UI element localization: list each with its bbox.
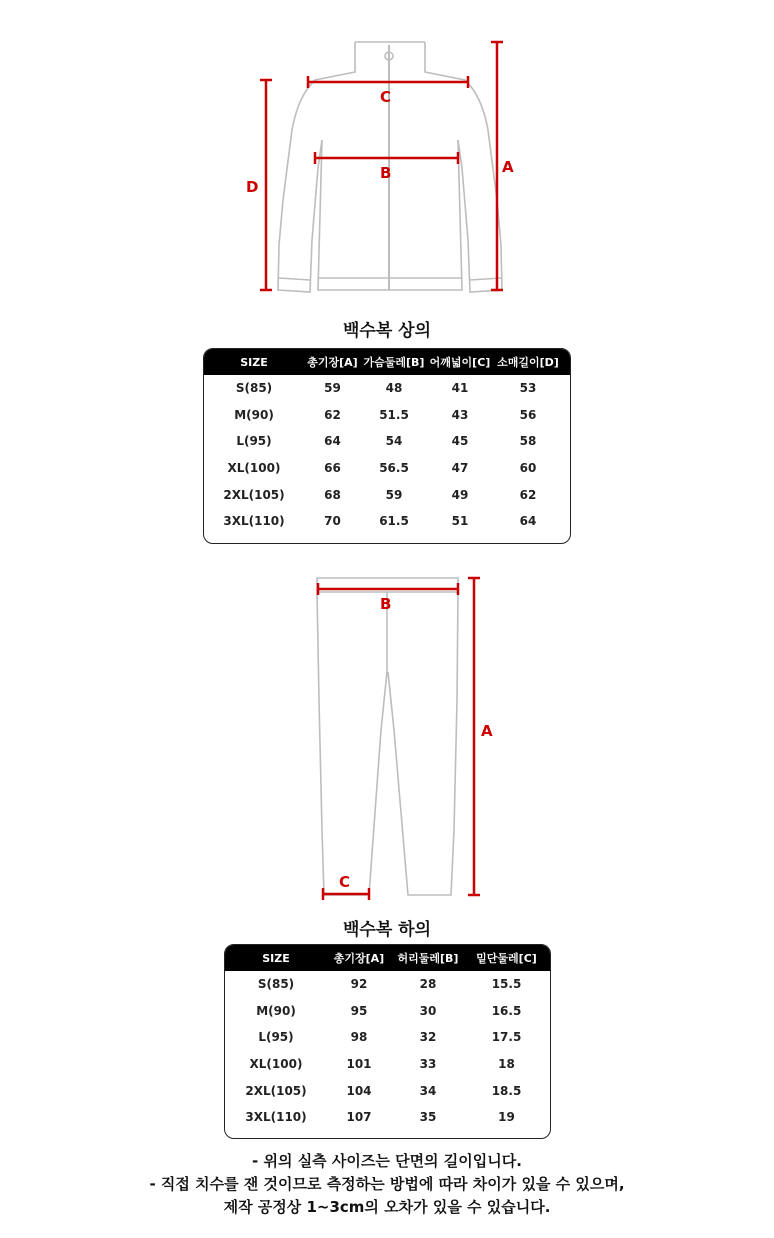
table-row (225, 971, 550, 998)
measurement-notes (0, 1150, 774, 1219)
cell: 41 (451, 381, 469, 396)
cell: 3XL(110) (245, 1110, 307, 1125)
header-length: 총기장[A] (333, 952, 385, 965)
pants-label-a: A (481, 722, 493, 740)
cell: 104 (346, 1083, 372, 1098)
cell: 66 (324, 461, 341, 476)
header-size: SIZE (240, 355, 268, 369)
cell: 51.5 (379, 407, 409, 422)
cell: 48 (385, 381, 403, 396)
cell: M(90) (234, 407, 274, 422)
cell: XL(100) (227, 461, 281, 476)
table-row (225, 1024, 550, 1051)
cell: 64 (324, 434, 341, 449)
label-d: D (246, 178, 259, 196)
cell: 2XL(105) (245, 1083, 307, 1098)
cell: 49 (451, 487, 469, 502)
cell: 34 (419, 1083, 437, 1098)
cell: 18 (498, 1057, 515, 1072)
cell: 32 (419, 1030, 437, 1045)
cell: 62 (519, 487, 537, 502)
cell: 56 (519, 407, 537, 422)
cell: 18.5 (491, 1083, 522, 1098)
cell: 95 (350, 1003, 368, 1018)
top-title: 백수복 상의 (342, 321, 432, 341)
cell: 54 (385, 434, 403, 449)
cell: 51 (451, 514, 469, 529)
header-length: 총기장[A] (307, 356, 358, 369)
cell: 15.5 (491, 977, 522, 992)
cell: 30 (419, 1003, 437, 1018)
cell: M(90) (256, 1003, 296, 1018)
header-shoulder: 어깨넓이[C] (429, 356, 491, 369)
bottom-size-table (224, 944, 551, 1139)
table-row (225, 1104, 550, 1131)
table-row (204, 455, 570, 482)
cell: 107 (346, 1110, 372, 1125)
cell: 17.5 (491, 1030, 522, 1045)
cell: XL(100) (249, 1057, 303, 1072)
cell: 53 (519, 381, 537, 396)
jacket-diagram (0, 0, 774, 300)
cell: 62 (324, 407, 341, 422)
cell: 92 (350, 977, 368, 992)
cell: 2XL(105) (223, 487, 285, 502)
cell: 43 (451, 407, 469, 422)
label-c: C (380, 88, 392, 106)
cell: 70 (324, 514, 341, 529)
label-b: B (380, 164, 392, 182)
table-row (225, 1051, 550, 1078)
pants-label-b: B (380, 595, 392, 613)
bottom-title: 백수복 하의 (342, 920, 432, 940)
cell: 59 (324, 381, 341, 396)
cell: 61.5 (379, 514, 409, 529)
bottom-table-header (225, 945, 550, 971)
cell: 16.5 (491, 1003, 522, 1018)
header-chest: 가슴둘레[B] (363, 356, 425, 369)
cell: 35 (419, 1110, 437, 1125)
header-size: SIZE (262, 951, 290, 965)
top-size-table (203, 348, 571, 544)
cell: L(95) (236, 434, 272, 449)
cell: 3XL(110) (223, 514, 285, 529)
pants-label-c: C (339, 873, 351, 891)
cell: 60 (519, 461, 537, 476)
cell: S(85) (235, 381, 273, 396)
cell: L(95) (258, 1030, 294, 1045)
cell: 64 (519, 514, 537, 529)
note-line: - 위의 실측 사이즈는 단면의 길이입니다. (252, 1152, 522, 1170)
cell: 45 (451, 434, 469, 449)
table-row (204, 375, 570, 402)
pants-diagram (0, 560, 774, 905)
table-row (204, 481, 570, 508)
label-a: A (502, 158, 514, 176)
table-row (225, 998, 550, 1025)
pants-outline (317, 578, 458, 895)
cell: 28 (419, 977, 437, 992)
cell: 98 (350, 1030, 368, 1045)
table-row (204, 508, 570, 535)
table-row (204, 402, 570, 429)
cell: 19 (498, 1110, 515, 1125)
cell: 101 (346, 1057, 372, 1072)
top-table-header (204, 349, 570, 375)
cell: 33 (419, 1057, 437, 1072)
cell: 59 (385, 487, 403, 502)
cell: S(85) (257, 977, 295, 992)
cell: 68 (324, 487, 341, 502)
header-hem: 밑단둘레[C] (476, 952, 537, 965)
note-line: 제작 공정상 1~3cm의 오차가 있을 수 있습니다. (223, 1198, 551, 1216)
table-row (225, 1077, 550, 1104)
table-row (204, 428, 570, 455)
cell: 58 (519, 434, 537, 449)
note-line: - 직접 치수를 잰 것이므로 측정하는 방법에 따라 차이가 있을 수 있으며, (149, 1175, 625, 1193)
cell: 47 (451, 461, 469, 476)
header-waist: 허리둘레[B] (397, 952, 459, 965)
header-sleeve: 소매길이[D] (497, 356, 559, 369)
cell: 56.5 (379, 461, 409, 476)
